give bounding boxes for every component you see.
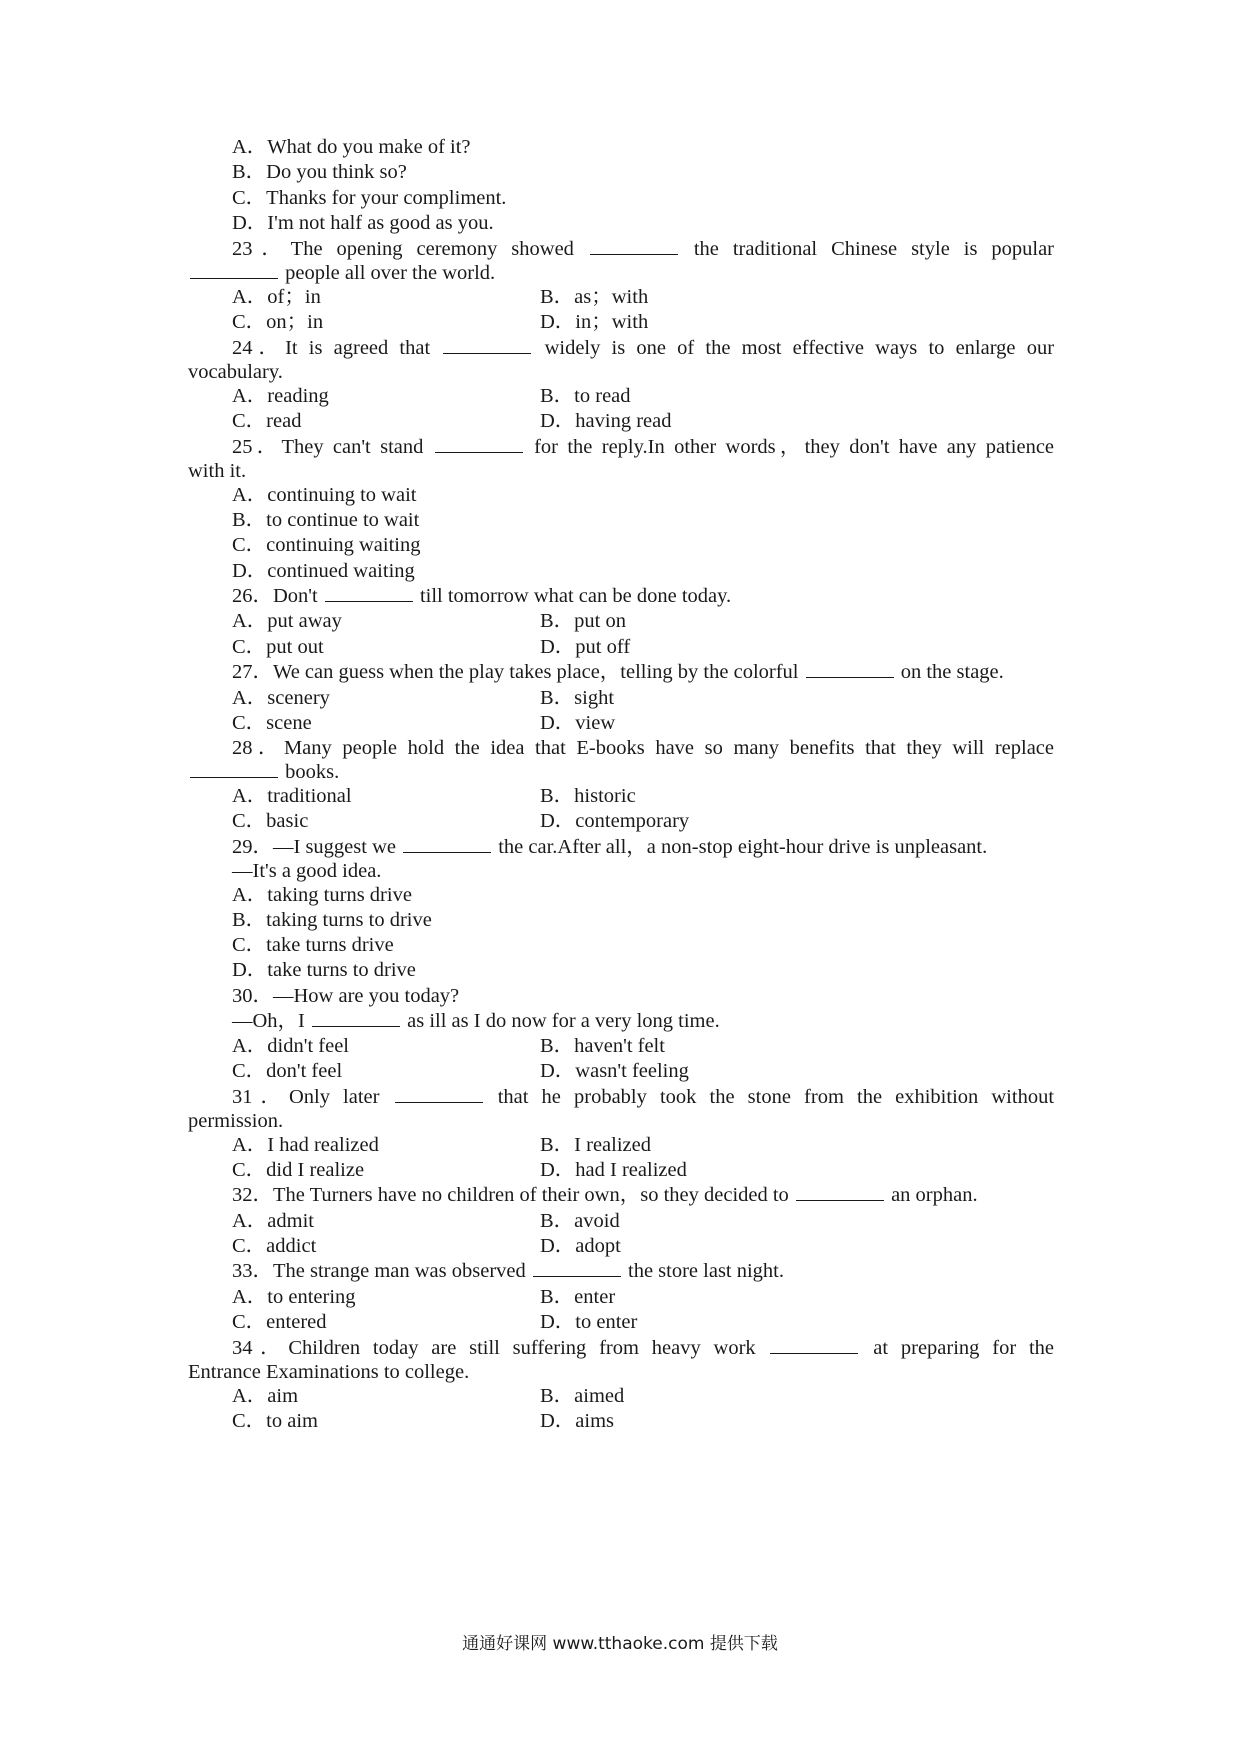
question-stem: 30．—How are you today? <box>232 985 460 1007</box>
option-line: D．to enter <box>540 1311 638 1333</box>
option-line: D．contemporary <box>540 810 690 832</box>
answer-blank <box>325 585 413 602</box>
answer-blank <box>590 238 678 255</box>
option-line: C．continuing waiting <box>232 534 421 556</box>
option-line: B．to continue to wait <box>232 509 420 531</box>
answer-blank <box>796 1184 884 1201</box>
option-line: C．Thanks for your compliment. <box>232 187 507 209</box>
option-line: B．sight <box>540 687 615 709</box>
answer-blank <box>403 836 491 853</box>
option-line: D．put off <box>540 636 631 658</box>
dialogue-line: —It's a good idea. <box>232 860 382 882</box>
option-line: C．on；in <box>232 311 324 333</box>
option-line: A．I had realized <box>232 1134 379 1156</box>
question-stem-continued: people all over the world. <box>188 260 495 286</box>
option-line: D．take turns to drive <box>232 959 416 981</box>
question-stem: 34．Children today are still suffering from heavy work at preparing for the <box>232 1337 1054 1359</box>
option-line: D．continued waiting <box>232 560 415 582</box>
question-stem: 33．The strange man was observed the store last night. <box>232 1260 785 1282</box>
option-line: A．aim <box>232 1385 299 1407</box>
option-line: D．in；with <box>540 311 649 333</box>
option-line: B．historic <box>540 785 636 807</box>
option-line: B．I realized <box>540 1134 651 1156</box>
option-line: C．did I realize <box>232 1159 365 1181</box>
option-line: B．haven't felt <box>540 1035 665 1057</box>
option-line: D．had I realized <box>540 1159 687 1181</box>
option-line: C．to aim <box>232 1410 318 1432</box>
question-stem: 29．—I suggest we the car.After all，a non-stop eight-hour drive is unpleasant. <box>232 836 988 858</box>
answer-blank <box>435 436 523 453</box>
option-line: C．entered <box>232 1311 327 1333</box>
option-line: B．avoid <box>540 1210 620 1232</box>
option-line: D．I'm not half as good as you. <box>232 212 494 234</box>
option-line: D．adopt <box>540 1235 621 1257</box>
option-line: A．didn't feel <box>232 1035 349 1057</box>
option-line: C．scene <box>232 712 312 734</box>
option-line: B．enter <box>540 1286 616 1308</box>
option-line: C．addict <box>232 1235 317 1257</box>
option-line: C．read <box>232 410 302 432</box>
answer-blank <box>443 337 531 354</box>
option-line: A．admit <box>232 1210 314 1232</box>
option-line: A．put away <box>232 610 342 632</box>
answer-blank <box>190 761 278 778</box>
option-line: A．of；in <box>232 286 321 308</box>
option-line: C．don't feel <box>232 1060 343 1082</box>
question-stem-continued: books. <box>188 759 339 785</box>
option-line: A．to entering <box>232 1286 356 1308</box>
answer-blank <box>312 1010 400 1027</box>
option-line: B．Do you think so? <box>232 161 407 183</box>
option-line: B．put on <box>540 610 626 632</box>
answer-blank <box>770 1337 858 1354</box>
answer-blank <box>806 661 894 678</box>
option-line: A．continuing to wait <box>232 484 417 506</box>
option-line: C．basic <box>232 810 309 832</box>
question-stem: 26．Don't till tomorrow what can be done today. <box>232 585 732 607</box>
option-line: C．put out <box>232 636 324 658</box>
question-stem: 25．They can't stand for the reply.In other words，they don't have any patience <box>232 436 1055 458</box>
page-footer: 通通好课网 www.tthaoke.com 提供下载 <box>462 1634 778 1654</box>
question-stem: 27．We can guess when the play takes place，telling by the colorful on the stage. <box>232 661 1004 683</box>
option-line: D．wasn't feeling <box>540 1060 689 1082</box>
question-stem: 32．The Turners have no children of their own，so they decided to an orphan. <box>232 1184 978 1206</box>
option-line: D．view <box>540 712 616 734</box>
question-stem: 31．Only later that he probably took the stone from the exhibition without <box>232 1086 1055 1108</box>
question-stem: 28．Many people hold the idea that E-books have so many benefits that they will replace <box>232 737 1054 759</box>
question-stem-continued: Entrance Examinations to college. <box>188 1361 470 1383</box>
answer-blank <box>395 1086 483 1103</box>
question-stem: 24．It is agreed that widely is one of the most effective ways to enlarge our <box>232 337 1055 359</box>
option-line: A．scenery <box>232 687 330 709</box>
option-line: A．traditional <box>232 785 352 807</box>
question-stem: 23．The opening ceremony showed the traditional Chinese style is popular <box>232 238 1055 260</box>
option-line: B．taking turns to drive <box>232 909 432 931</box>
option-line: A．taking turns drive <box>232 884 412 906</box>
option-line: D．having read <box>540 410 672 432</box>
dialogue-line: —Oh，I as ill as I do now for a very long time. <box>232 1010 720 1032</box>
question-stem-continued: with it. <box>188 460 247 482</box>
answer-blank <box>533 1260 621 1277</box>
option-line: B．to read <box>540 385 631 407</box>
option-line: B．as；with <box>540 286 649 308</box>
question-stem-continued: permission. <box>188 1110 284 1132</box>
answer-blank <box>190 262 278 279</box>
option-line: A．What do you make of it? <box>232 136 471 158</box>
option-line: A．reading <box>232 385 329 407</box>
option-line: D．aims <box>540 1410 615 1432</box>
question-stem-continued: vocabulary. <box>188 361 283 383</box>
option-line: C．take turns drive <box>232 934 394 956</box>
option-line: B．aimed <box>540 1385 625 1407</box>
